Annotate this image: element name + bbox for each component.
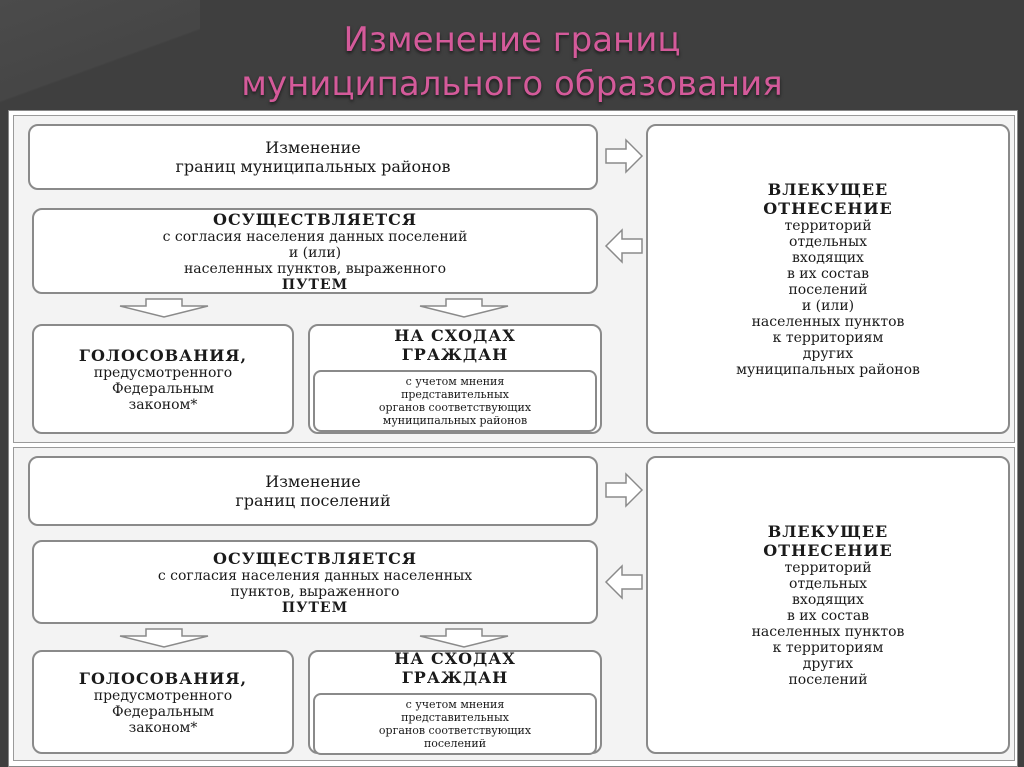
- meeting-box: [308, 324, 602, 434]
- result-heading-1: ВЛЕКУЩЕЕ: [767, 522, 889, 541]
- result-line: населенных пунктов: [751, 624, 905, 640]
- result-line: к территориям: [772, 330, 884, 346]
- consent-line-2: и (или): [288, 244, 342, 261]
- meeting-box: [308, 650, 602, 754]
- result-box: [646, 124, 1010, 434]
- vote-line-1: предусмотренного: [93, 364, 233, 381]
- change-line-1: Изменение: [265, 472, 361, 491]
- meeting-note-4: муниципальных районов: [382, 414, 528, 427]
- meeting-note-4: поселений: [423, 737, 487, 750]
- result-line: входящих: [792, 250, 864, 266]
- vote-line-3: законом*: [128, 396, 198, 413]
- vote-box: [32, 650, 294, 754]
- slide-title: [0, 18, 1024, 106]
- consent-box: [32, 208, 598, 294]
- vote-line-1: предусмотренного: [93, 687, 233, 704]
- result-line: отдельных: [789, 234, 867, 250]
- result-heading-1: ВЛЕКУЩЕЕ: [767, 180, 889, 199]
- meeting-note-3: органов соответствующих: [378, 724, 532, 737]
- consent-heading: ОСУЩЕСТВЛЯЕТСЯ: [213, 209, 417, 229]
- result-line: отдельных: [789, 576, 867, 592]
- arrow-down-right-icon: [416, 298, 512, 318]
- change-line-1: Изменение: [265, 138, 361, 157]
- vote-line-3: законом*: [128, 719, 198, 736]
- change-line-2: границ поселений: [235, 491, 391, 510]
- result-line: к территориям: [772, 640, 884, 656]
- meeting-note-2: представительных: [401, 711, 509, 724]
- meeting-note-1: с учетом мнения: [405, 375, 505, 388]
- meeting-heading-1: НА СХОДАХ: [394, 326, 516, 345]
- meeting-note-2: представительных: [401, 388, 509, 401]
- result-line: муниципальных районов: [736, 362, 920, 378]
- title-line-1: Изменение границ: [343, 20, 681, 60]
- result-heading-2: ОТНЕСЕНИЕ: [763, 199, 893, 218]
- meeting-note: [313, 693, 597, 755]
- result-line: населенных пунктов: [751, 314, 905, 330]
- result-heading-2: ОТНЕСЕНИЕ: [763, 541, 893, 560]
- result-line: поселений: [788, 282, 868, 298]
- diagram-panel: [8, 110, 1018, 767]
- arrow-left-icon: [604, 228, 644, 264]
- vote-line-2: Федеральным: [112, 380, 214, 397]
- result-line: территорий: [784, 560, 872, 576]
- meeting-note: [313, 370, 597, 432]
- consent-box: [32, 540, 598, 624]
- meeting-heading-2: ГРАЖДАН: [401, 345, 509, 364]
- result-box: [646, 456, 1010, 754]
- consent-heading: ОСУЩЕСТВЛЯЕТСЯ: [213, 548, 417, 568]
- result-line: входящих: [792, 592, 864, 608]
- arrow-right-icon: [604, 138, 644, 174]
- change-box: [28, 456, 598, 526]
- vote-heading: ГОЛОСОВАНИЯ,: [78, 668, 248, 688]
- meeting-heading-2: ГРАЖДАН: [401, 668, 509, 687]
- result-line: в их состав: [786, 266, 870, 282]
- result-line: и (или): [801, 298, 855, 314]
- meeting-heading-1: НА СХОДАХ: [394, 649, 516, 668]
- result-line: других: [802, 656, 854, 672]
- consent-line-3: населенных пунктов, выраженного: [183, 260, 447, 277]
- section-municipal-districts: [13, 115, 1015, 443]
- result-line: поселений: [788, 672, 868, 688]
- arrow-left-icon: [604, 564, 644, 600]
- result-line: других: [802, 346, 854, 362]
- consent-line-1: с согласия населения данных населенных: [157, 567, 473, 584]
- title-line-2: муниципального образования: [241, 64, 783, 104]
- vote-box: [32, 324, 294, 434]
- change-box: [28, 124, 598, 190]
- arrow-down-left-icon: [116, 628, 212, 648]
- section-settlements: [13, 447, 1015, 761]
- vote-line-2: Федеральным: [112, 703, 214, 720]
- change-line-2: границ муниципальных районов: [175, 157, 451, 176]
- consent-line-3: ПУТЕМ: [281, 599, 349, 616]
- vote-heading: ГОЛОСОВАНИЯ,: [78, 345, 248, 365]
- consent-line-1: с согласия населения данных поселений: [162, 228, 468, 245]
- arrow-down-right-icon: [416, 628, 512, 648]
- consent-line-2: пунктов, выраженного: [230, 583, 400, 600]
- result-line: в их состав: [786, 608, 870, 624]
- arrow-down-left-icon: [116, 298, 212, 318]
- meeting-note-3: органов соответствующих: [378, 401, 532, 414]
- arrow-right-icon: [604, 472, 644, 508]
- consent-line-4: ПУТЕМ: [281, 276, 349, 293]
- result-line: территорий: [784, 218, 872, 234]
- meeting-note-1: с учетом мнения: [405, 698, 505, 711]
